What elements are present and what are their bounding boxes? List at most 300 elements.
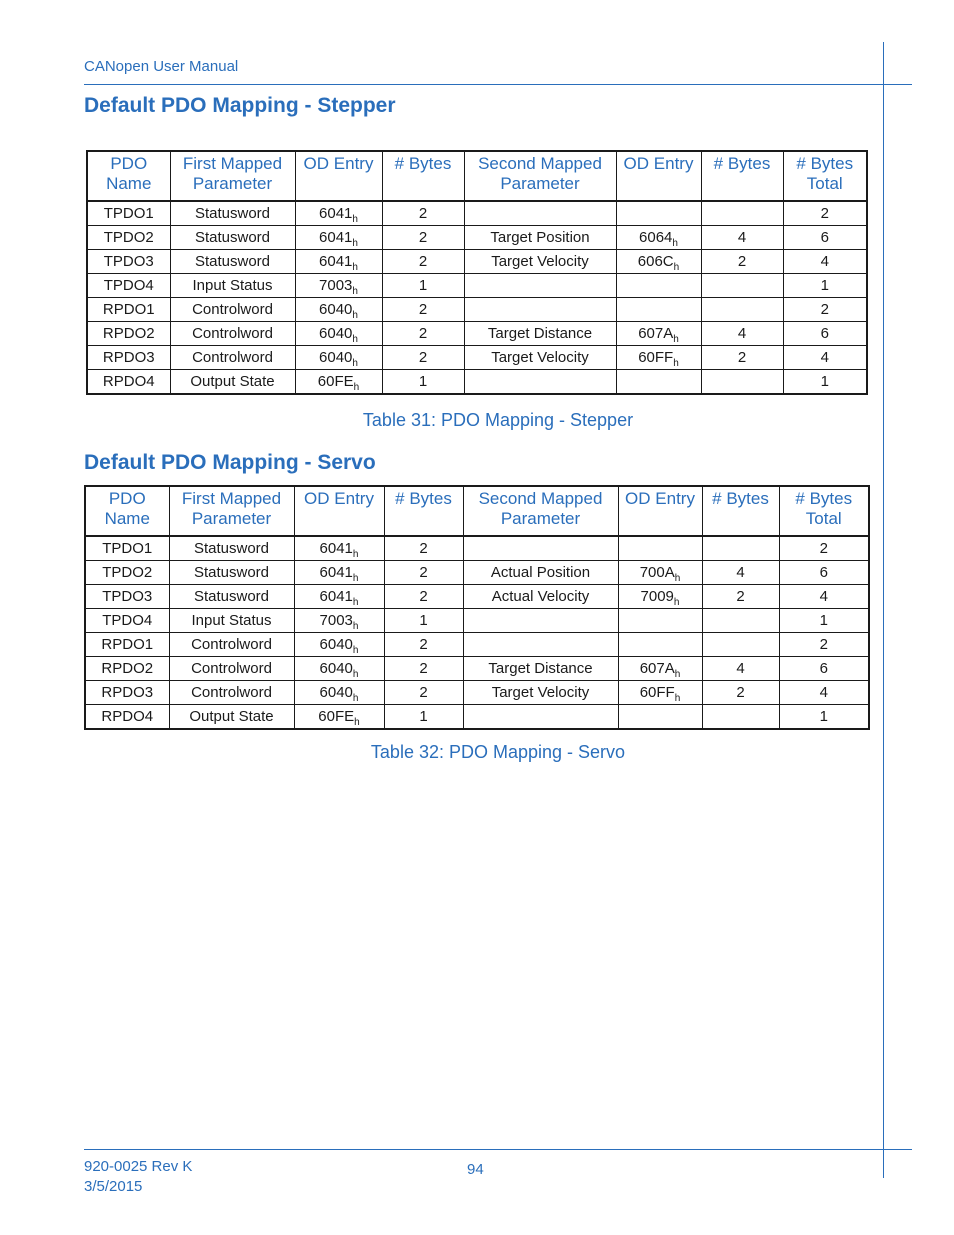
section-title-servo: Default PDO Mapping - Servo xyxy=(84,451,376,474)
table-row xyxy=(85,609,869,633)
table-cell xyxy=(295,274,382,298)
column-header xyxy=(382,151,464,201)
column-header xyxy=(170,151,295,201)
table-cell xyxy=(295,250,382,274)
cell-value: 2 xyxy=(419,539,428,557)
table-cell xyxy=(87,250,170,274)
column-header xyxy=(783,151,867,201)
table-cell xyxy=(701,370,783,395)
table-cell xyxy=(384,609,463,633)
table-cell xyxy=(384,585,463,609)
column-header-line: # Bytes xyxy=(796,154,854,173)
table-cell xyxy=(295,322,382,346)
table-cell xyxy=(294,536,384,561)
table-row xyxy=(85,561,869,585)
table-cell xyxy=(85,585,169,609)
table-cell xyxy=(87,274,170,298)
table-cell xyxy=(464,250,616,274)
cell-value: 4 xyxy=(737,228,747,246)
table-cell xyxy=(85,657,169,681)
column-header-line: # Bytes xyxy=(394,154,452,173)
table-cell xyxy=(618,585,702,609)
table-cell xyxy=(616,226,701,250)
cell-value: Statusword xyxy=(194,252,271,270)
cell-value: 6040 xyxy=(319,683,353,701)
table-row xyxy=(87,201,867,226)
cell-value: 6040 xyxy=(319,324,353,342)
cell-value: 2 xyxy=(418,324,428,342)
hex-suffix: h xyxy=(352,357,358,369)
table-cell xyxy=(616,370,701,395)
cell-value: RPDO3 xyxy=(101,683,154,701)
pdo-table-servo xyxy=(84,485,870,730)
column-header-line: OD Entry xyxy=(303,154,374,173)
table-cell xyxy=(464,226,616,250)
cell-value: RPDO4 xyxy=(101,707,154,725)
cell-value: Controlword xyxy=(191,635,272,653)
hex-suffix: h xyxy=(352,285,358,297)
table-cell xyxy=(169,681,294,705)
cell-value: 60FE xyxy=(318,707,355,725)
table-cell xyxy=(779,561,869,585)
cell-value: 1 xyxy=(819,611,828,629)
table-cell xyxy=(169,657,294,681)
cell-value: RPDO2 xyxy=(102,324,155,342)
table-cell xyxy=(169,536,294,561)
hex-suffix: h xyxy=(352,572,359,584)
table-cell xyxy=(464,274,616,298)
table-cell xyxy=(464,322,616,346)
column-header xyxy=(616,151,701,201)
table-cell xyxy=(294,705,384,730)
column-header-line: Name xyxy=(106,174,152,193)
table-cell xyxy=(85,609,169,633)
table-cell xyxy=(616,274,701,298)
hex-suffix: h xyxy=(674,692,681,704)
table-row xyxy=(87,298,867,322)
column-header-line: Parameter xyxy=(192,174,273,193)
table-cell xyxy=(701,201,783,226)
cell-value: 2 xyxy=(819,635,828,653)
hex-suffix: h xyxy=(352,692,359,704)
cell-value: Statusword xyxy=(194,204,271,222)
table-row xyxy=(87,346,867,370)
table-cell xyxy=(170,226,295,250)
table-cell xyxy=(464,298,616,322)
table-cell xyxy=(85,536,169,561)
table-cell xyxy=(783,346,867,370)
hex-suffix: h xyxy=(352,333,358,345)
table-cell xyxy=(85,705,169,730)
cell-value: Input Status xyxy=(192,276,273,294)
table-row xyxy=(87,370,867,395)
hex-suffix: h xyxy=(352,237,358,249)
table-cell xyxy=(702,681,779,705)
section-title-stepper: Default PDO Mapping - Stepper xyxy=(84,94,396,117)
table-row xyxy=(85,657,869,681)
cell-value: 2 xyxy=(419,635,428,653)
cell-value: 2 xyxy=(418,252,428,270)
cell-value: 4 xyxy=(820,348,829,366)
column-header-line: # Bytes xyxy=(795,489,853,508)
column-header-line: Parameter xyxy=(191,509,272,528)
cell-value: TPDO3 xyxy=(103,252,154,270)
cell-value: Actual Position xyxy=(490,563,591,581)
table-cell xyxy=(783,274,867,298)
cell-value: 1 xyxy=(819,707,828,725)
column-header-line: First Mapped xyxy=(181,489,282,508)
table-cell xyxy=(463,536,618,561)
table-cell xyxy=(382,226,464,250)
table-cell xyxy=(295,226,382,250)
cell-value: TPDO4 xyxy=(103,276,154,294)
cell-value: RPDO3 xyxy=(102,348,155,366)
cell-value: 6040 xyxy=(319,348,353,366)
cell-value: 4 xyxy=(736,563,745,581)
table-cell xyxy=(384,681,463,705)
table-row xyxy=(85,536,869,561)
table-cell xyxy=(87,298,170,322)
cell-value: 6 xyxy=(820,228,829,246)
table-cell xyxy=(384,705,463,730)
table-cell xyxy=(463,633,618,657)
table-cell xyxy=(170,250,295,274)
table-cell xyxy=(170,201,295,226)
table-cell xyxy=(294,657,384,681)
cell-value: 6041 xyxy=(319,539,353,557)
table-cell xyxy=(169,561,294,585)
running-header: CANopen User Manual xyxy=(84,58,239,75)
cell-value: Target Velocity xyxy=(491,252,589,270)
cell-value: Actual Velocity xyxy=(491,587,590,605)
table-cell xyxy=(87,226,170,250)
cell-value: 2 xyxy=(418,348,428,366)
table-cell xyxy=(382,322,464,346)
cell-value: 2 xyxy=(418,300,428,318)
table-cell xyxy=(169,633,294,657)
cell-value: 4 xyxy=(819,683,828,701)
table-cell xyxy=(87,346,170,370)
table-cell xyxy=(783,250,867,274)
table-cell xyxy=(169,585,294,609)
cell-value: 6064 xyxy=(639,228,673,246)
table-cell xyxy=(85,633,169,657)
table-cell xyxy=(618,705,702,730)
column-header-line: Name xyxy=(104,509,150,528)
table-cell xyxy=(701,226,783,250)
table-cell xyxy=(779,705,869,730)
hex-suffix: h xyxy=(353,381,360,393)
hex-suffix: h xyxy=(674,668,681,680)
table-cell xyxy=(618,561,702,585)
table-cell xyxy=(616,322,701,346)
footer-rule xyxy=(84,1149,912,1150)
table-cell xyxy=(618,681,702,705)
table-cell xyxy=(779,681,869,705)
column-header xyxy=(779,486,869,536)
cell-value: Output State xyxy=(190,372,275,390)
table-header-row xyxy=(87,151,867,201)
hex-suffix: h xyxy=(354,716,360,728)
cell-value: Statusword xyxy=(193,539,270,557)
hex-suffix: h xyxy=(352,261,358,273)
cell-value: RPDO4 xyxy=(102,372,155,390)
cell-value: Statusword xyxy=(193,587,270,605)
table-cell xyxy=(463,561,618,585)
table-cell xyxy=(463,657,618,681)
table-cell xyxy=(616,250,701,274)
table-row xyxy=(85,705,869,730)
hex-suffix: h xyxy=(352,668,359,680)
table-cell xyxy=(294,633,384,657)
column-header xyxy=(702,486,779,536)
cell-value: 2 xyxy=(419,587,428,605)
table-cell xyxy=(779,609,869,633)
table-cell xyxy=(616,298,701,322)
cell-value: 6040 xyxy=(319,659,353,677)
table-cell xyxy=(87,322,170,346)
cell-value: 1 xyxy=(419,707,428,725)
footer-date: 3/5/2015 xyxy=(84,1178,143,1195)
hex-suffix: h xyxy=(673,596,680,608)
table-cell xyxy=(702,561,779,585)
table-cell xyxy=(701,322,783,346)
cell-value: 6041 xyxy=(319,252,353,270)
table-cell xyxy=(295,298,382,322)
cell-value: 2 xyxy=(820,300,829,318)
cell-value: 4 xyxy=(819,587,828,605)
table-cell xyxy=(294,681,384,705)
hex-suffix: h xyxy=(352,620,359,632)
table-cell xyxy=(463,585,618,609)
cell-value: Target Velocity xyxy=(491,683,590,701)
cell-value: 6041 xyxy=(319,587,353,605)
column-header-line: OD Entry xyxy=(625,489,695,508)
column-header-line: PDO xyxy=(110,154,148,173)
cell-value: 606C xyxy=(637,252,674,270)
table-cell xyxy=(85,561,169,585)
table-cell xyxy=(85,681,169,705)
cell-value: 1 xyxy=(820,276,829,294)
table-cell xyxy=(170,298,295,322)
table-cell xyxy=(384,633,463,657)
column-header-line: PDO xyxy=(108,489,146,508)
column-header-line: # Bytes xyxy=(395,489,452,508)
table-cell xyxy=(616,201,701,226)
column-header xyxy=(618,486,702,536)
cell-value: 6041 xyxy=(319,204,353,222)
table-row xyxy=(87,322,867,346)
table-cell xyxy=(618,633,702,657)
table-cell xyxy=(783,226,867,250)
pdo-table-stepper xyxy=(86,150,868,395)
right-margin-rule xyxy=(883,42,884,1178)
cell-value: Controlword xyxy=(192,324,273,342)
cell-value: 60FF xyxy=(639,683,675,701)
table-cell xyxy=(783,370,867,395)
cell-value: Statusword xyxy=(194,228,271,246)
table-cell xyxy=(382,370,464,395)
table-cell xyxy=(295,346,382,370)
table-cell xyxy=(87,201,170,226)
table-cell xyxy=(169,705,294,730)
table-cell xyxy=(701,250,783,274)
cell-value: 2 xyxy=(419,683,428,701)
column-header-line: Parameter xyxy=(500,509,581,528)
table-cell xyxy=(294,609,384,633)
cell-value: 2 xyxy=(736,587,745,605)
table-cell xyxy=(170,370,295,395)
table-cell xyxy=(384,561,463,585)
table-caption-servo: Table 32: PDO Mapping - Servo xyxy=(370,742,626,762)
table-cell xyxy=(382,346,464,370)
cell-value: Controlword xyxy=(192,300,273,318)
hex-suffix: h xyxy=(352,548,359,560)
cell-value: Input Status xyxy=(191,611,272,629)
cell-value: 7003 xyxy=(319,276,353,294)
column-header-line: Second Mapped xyxy=(478,489,603,508)
hex-suffix: h xyxy=(673,261,680,273)
cell-value: Controlword xyxy=(192,348,273,366)
column-header-line: OD Entry xyxy=(623,154,694,173)
column-header-line: Parameter xyxy=(500,174,580,193)
cell-value: 4 xyxy=(736,659,745,677)
cell-value: TPDO1 xyxy=(102,539,153,557)
cell-value: 6041 xyxy=(319,228,353,246)
cell-value: Target Distance xyxy=(487,324,593,342)
column-header-line: # Bytes xyxy=(712,489,769,508)
cell-value: 2 xyxy=(419,563,428,581)
hex-suffix: h xyxy=(352,596,359,608)
table-cell xyxy=(382,201,464,226)
table-cell xyxy=(779,536,869,561)
column-header xyxy=(463,486,618,536)
table-row xyxy=(87,274,867,298)
column-header-line: Second Mapped xyxy=(478,154,602,173)
table-row xyxy=(85,633,869,657)
cell-value: 6041 xyxy=(319,563,353,581)
cell-value: 4 xyxy=(737,324,747,342)
table-cell xyxy=(382,250,464,274)
column-header xyxy=(85,486,169,536)
cell-value: 6 xyxy=(819,659,828,677)
table-row xyxy=(85,681,869,705)
column-header-line: OD Entry xyxy=(304,489,374,508)
cell-value: TPDO1 xyxy=(103,204,154,222)
table-cell xyxy=(463,705,618,730)
cell-value: Target Position xyxy=(490,228,590,246)
column-header xyxy=(701,151,783,201)
cell-value: TPDO2 xyxy=(102,563,153,581)
hex-suffix: h xyxy=(672,237,678,249)
table-cell xyxy=(169,609,294,633)
cell-value: Statusword xyxy=(193,563,270,581)
column-header xyxy=(87,151,170,201)
cell-value: Target Distance xyxy=(488,659,593,677)
cell-value: 6 xyxy=(819,563,828,581)
cell-value: 2 xyxy=(418,228,428,246)
table-caption-stepper: Table 31: PDO Mapping - Stepper xyxy=(362,410,634,430)
table-cell xyxy=(701,298,783,322)
cell-value: 2 xyxy=(819,539,828,557)
cell-value: 6040 xyxy=(319,300,353,318)
cell-value: 7003 xyxy=(319,611,353,629)
cell-value: RPDO1 xyxy=(101,635,154,653)
header-rule xyxy=(84,84,912,85)
table-cell xyxy=(702,585,779,609)
cell-value: 1 xyxy=(418,276,428,294)
cell-value: 1 xyxy=(419,611,428,629)
cell-value: 2 xyxy=(419,659,428,677)
column-header xyxy=(169,486,294,536)
table-cell xyxy=(464,201,616,226)
hex-suffix: h xyxy=(673,333,679,345)
table-cell xyxy=(382,274,464,298)
table-cell xyxy=(702,657,779,681)
table-cell xyxy=(701,346,783,370)
table-cell xyxy=(616,346,701,370)
table-header-row xyxy=(85,486,869,536)
cell-value: 6 xyxy=(820,324,829,342)
cell-value: 2 xyxy=(737,252,747,270)
cell-value: RPDO1 xyxy=(102,300,155,318)
column-header-line: Total xyxy=(805,509,842,528)
table-cell xyxy=(382,298,464,322)
table-cell xyxy=(618,657,702,681)
cell-value: Controlword xyxy=(191,683,272,701)
table-cell xyxy=(87,370,170,395)
table-cell xyxy=(295,201,382,226)
cell-value: TPDO3 xyxy=(102,587,153,605)
table-cell xyxy=(783,322,867,346)
hex-suffix: h xyxy=(673,357,679,369)
table-row xyxy=(85,585,869,609)
cell-value: 60FF xyxy=(638,348,674,366)
footer-doc-info xyxy=(84,1157,192,1197)
hex-suffix: h xyxy=(352,644,359,656)
cell-value: 7009 xyxy=(640,587,674,605)
hex-suffix: h xyxy=(352,309,358,321)
table-row xyxy=(87,250,867,274)
cell-value: Output State xyxy=(189,707,274,725)
table-cell xyxy=(783,298,867,322)
column-header xyxy=(384,486,463,536)
table-cell xyxy=(464,346,616,370)
cell-value: 1 xyxy=(820,372,829,390)
column-header xyxy=(294,486,384,536)
table-cell xyxy=(295,370,382,395)
table-cell xyxy=(618,609,702,633)
table-cell xyxy=(779,585,869,609)
column-header-line: First Mapped xyxy=(182,154,283,173)
table-cell xyxy=(701,274,783,298)
cell-value: 60FE xyxy=(317,372,354,390)
table-cell xyxy=(170,322,295,346)
table-cell xyxy=(384,536,463,561)
table-cell xyxy=(294,585,384,609)
table-cell xyxy=(463,609,618,633)
table-cell xyxy=(783,201,867,226)
column-header-line: Total xyxy=(806,174,843,193)
cell-value: 4 xyxy=(820,252,829,270)
table-cell xyxy=(702,633,779,657)
table-cell xyxy=(779,633,869,657)
column-header xyxy=(464,151,616,201)
column-header-line: # Bytes xyxy=(713,154,771,173)
cell-value: 607A xyxy=(639,659,675,677)
table-cell xyxy=(170,346,295,370)
footer-doc-number: 920-0025 Rev K xyxy=(84,1158,193,1175)
